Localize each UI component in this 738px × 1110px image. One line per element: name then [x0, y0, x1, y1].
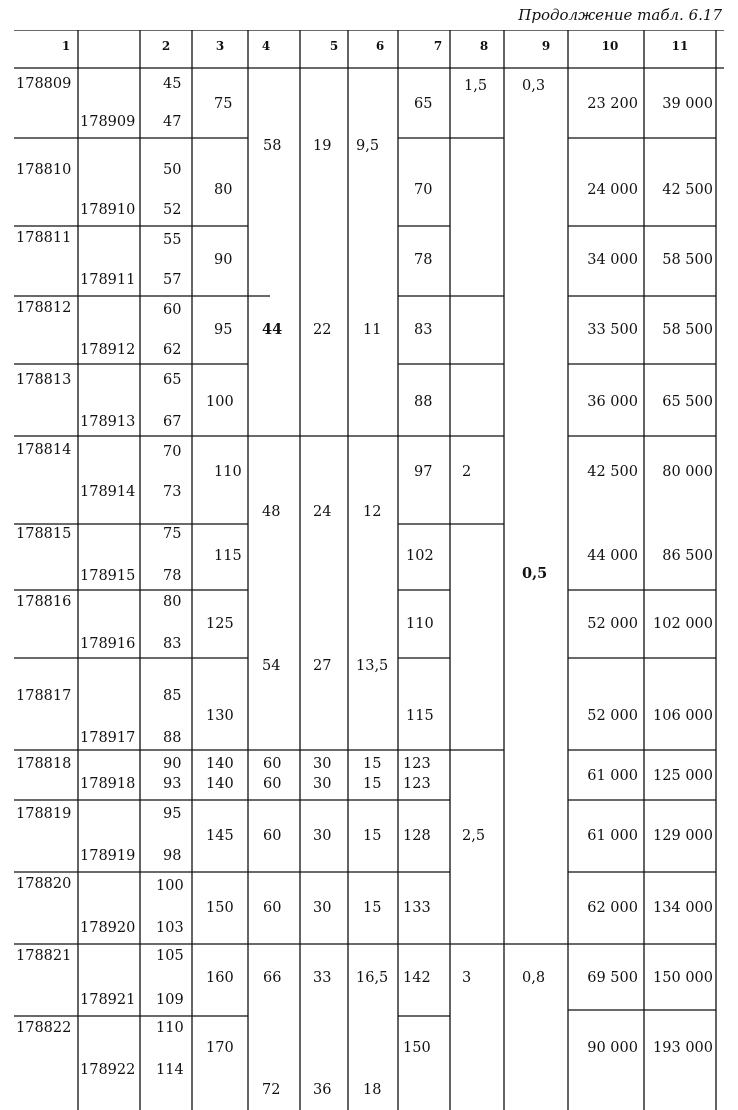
- cell-c3: 145: [206, 828, 234, 844]
- cell-c3: 90: [214, 252, 233, 268]
- cell-c11: 42 500: [662, 182, 713, 198]
- cell-c2a: 105: [156, 948, 184, 964]
- cell-c7: 97: [414, 464, 433, 480]
- cell-c5b: 30: [313, 776, 332, 792]
- cell-c2a: 80: [163, 594, 182, 610]
- cell-c7: 65: [414, 96, 433, 112]
- merged-c6: 12: [363, 504, 382, 520]
- merged-c5: 22: [313, 322, 332, 338]
- merged-c5: 24: [313, 504, 332, 520]
- cell-c2b: 52: [163, 202, 182, 218]
- col-header-1: 1: [61, 39, 71, 53]
- cell-c2a: 75: [163, 526, 182, 542]
- table-row: [16, 688, 713, 746]
- merged-cells: [262, 138, 388, 1098]
- merged-c6: 9,5: [356, 138, 380, 154]
- cell-c11: 134 000: [653, 900, 713, 916]
- cell-c11: 65 500: [662, 394, 713, 410]
- cell-c6: 16,5: [356, 970, 389, 986]
- merged-c4: 72: [262, 1082, 281, 1098]
- cell-c11: 129 000: [653, 828, 713, 844]
- table-row: [16, 526, 713, 584]
- cell-c5: 30: [313, 828, 332, 844]
- model-number: 178811: [16, 230, 72, 246]
- model-number: 178812: [16, 300, 72, 316]
- col-header-6: 6: [375, 39, 385, 53]
- cell-c4b: 60: [263, 776, 282, 792]
- model-number: 178819: [16, 806, 72, 822]
- cell-c2a: 55: [163, 232, 182, 248]
- cell-c2a: 85: [163, 688, 182, 704]
- cell-c3: 160: [206, 970, 234, 986]
- alt-model-number: 178909: [80, 114, 136, 130]
- cell-c10: 44 000: [587, 548, 638, 564]
- cell-c2a: 65: [163, 372, 182, 388]
- col-header-9: 9: [541, 39, 551, 53]
- cell-c2b: 62: [163, 342, 182, 358]
- cell-c2a: 50: [163, 162, 182, 178]
- cell-c11: 125 000: [653, 768, 713, 784]
- model-number: 178815: [16, 526, 72, 542]
- cell-c11: 102 000: [653, 616, 713, 632]
- cell-c2b: 103: [156, 920, 184, 936]
- cell-c11: 39 000: [662, 96, 713, 112]
- merged-c5: 36: [313, 1082, 332, 1098]
- cell-c2b: 73: [163, 484, 182, 500]
- cell-c3: 125: [206, 616, 234, 632]
- cell-c2b: 88: [163, 730, 182, 746]
- alt-model-number: 178913: [80, 414, 136, 430]
- cell-c3: 150: [206, 900, 234, 916]
- alt-model-number: 178912: [80, 342, 136, 358]
- cell-c5a: 30: [313, 756, 332, 772]
- merged-c5: 19: [313, 138, 332, 154]
- model-number: 178813: [16, 372, 72, 388]
- cell-c3: 130: [206, 708, 234, 724]
- col-header-3: 3: [215, 39, 225, 53]
- alt-model-number: 178920: [80, 920, 136, 936]
- merged-c8: 3: [462, 970, 472, 986]
- model-number: 178820: [16, 876, 72, 892]
- cell-c2b: 83: [163, 636, 182, 652]
- col-header-2: 2: [161, 39, 171, 53]
- merged-c9: 0,3: [522, 78, 546, 94]
- cell-c10: 24 000: [587, 182, 638, 198]
- cell-c3: 110: [214, 464, 242, 480]
- merged-c8: 2,5: [462, 828, 486, 844]
- table-row: [16, 372, 713, 430]
- cell-c10: 34 000: [587, 252, 638, 268]
- cell-c2a: 60: [163, 302, 182, 318]
- cell-c7: 102: [406, 548, 434, 564]
- table-row: [16, 230, 713, 288]
- merged-c9: 0,8: [522, 970, 546, 986]
- cell-c10: 36 000: [587, 394, 638, 410]
- cell-c6a: 15: [363, 756, 382, 772]
- cell-c2b: 98: [163, 848, 182, 864]
- cell-c7: 150: [403, 1040, 431, 1056]
- cell-c2b: 78: [163, 568, 182, 584]
- model-number: 178814: [16, 442, 72, 458]
- cell-c2b: 114: [156, 1062, 184, 1078]
- cell-c7b: 123: [403, 776, 431, 792]
- table-row: [16, 1020, 713, 1078]
- cell-c2a: 90: [163, 756, 182, 772]
- cell-c4: 66: [263, 970, 282, 986]
- alt-model-number: 178910: [80, 202, 136, 218]
- cell-c10: 52 000: [587, 708, 638, 724]
- table-caption: Продолжение табл. 6.17: [518, 6, 722, 24]
- cell-c10: 33 500: [587, 322, 638, 338]
- col-header-8: 8: [479, 39, 489, 53]
- cell-c11: 58 500: [662, 322, 713, 338]
- merged-c8: 1,5: [464, 78, 488, 94]
- cell-c3b: 140: [206, 776, 234, 792]
- cell-c7a: 123: [403, 756, 431, 772]
- cell-c6: 15: [363, 828, 382, 844]
- merged-c4: 54: [262, 658, 281, 674]
- cell-c7: 115: [406, 708, 434, 724]
- cell-c4: 60: [263, 828, 282, 844]
- merged-c6: 18: [363, 1082, 382, 1098]
- cell-c4: 60: [263, 900, 282, 916]
- cell-c7: 128: [403, 828, 431, 844]
- table-row: [16, 76, 713, 130]
- cell-c7: 70: [414, 182, 433, 198]
- table-row: [16, 806, 713, 864]
- cell-c2b: 47: [163, 114, 182, 130]
- merged-c4: 58: [263, 138, 282, 154]
- cell-c2a: 45: [163, 76, 182, 92]
- alt-model-number: 178916: [80, 636, 136, 652]
- cell-c2a: 110: [156, 1020, 184, 1036]
- cell-c3: 170: [206, 1040, 234, 1056]
- cell-c10: 42 500: [587, 464, 638, 480]
- col-header-5: 5: [329, 39, 339, 53]
- cell-c2b: 93: [163, 776, 182, 792]
- cell-c11: 193 000: [653, 1040, 713, 1056]
- model-number: 178821: [16, 948, 72, 964]
- cell-c5: 30: [313, 900, 332, 916]
- cell-c7: 110: [406, 616, 434, 632]
- merged-c9: 0,5: [522, 565, 548, 582]
- cell-c3a: 140: [206, 756, 234, 772]
- col-header-11: 11: [671, 39, 689, 53]
- table-row: [16, 594, 713, 652]
- cell-c2a: 70: [163, 444, 182, 460]
- col-header-10: 10: [601, 39, 619, 53]
- cell-c2a: 100: [156, 878, 184, 894]
- cell-c7: 78: [414, 252, 433, 268]
- alt-model-number: 178914: [80, 484, 136, 500]
- cell-c11: 80 000: [662, 464, 713, 480]
- cell-c2b: 67: [163, 414, 182, 430]
- cell-c10: 90 000: [587, 1040, 638, 1056]
- cell-c10: 61 000: [587, 828, 638, 844]
- alt-model-number: 178915: [80, 568, 136, 584]
- cell-c10: 52 000: [587, 616, 638, 632]
- cell-c2b: 109: [156, 992, 184, 1008]
- merged-c4: 48: [262, 504, 281, 520]
- cell-c2a: 95: [163, 806, 182, 822]
- table-row: [16, 162, 713, 218]
- cell-c10: 61 000: [587, 768, 638, 784]
- cell-c7: 133: [403, 900, 431, 916]
- cell-c3: 100: [206, 394, 234, 410]
- cell-c7: 83: [414, 322, 433, 338]
- cell-c7: 142: [403, 970, 431, 986]
- cell-c10: 23 200: [587, 96, 638, 112]
- cell-c7: 88: [414, 394, 433, 410]
- table-row: [16, 756, 713, 792]
- model-number: 178817: [16, 688, 72, 704]
- table-row: [16, 442, 713, 500]
- cell-c3: 115: [214, 548, 242, 564]
- merged-c6: 13,5: [356, 658, 389, 674]
- cell-c4a: 60: [263, 756, 282, 772]
- model-number: 178810: [16, 162, 72, 178]
- cell-c11: 86 500: [662, 548, 713, 564]
- cell-c11: 150 000: [653, 970, 713, 986]
- cell-c6: 15: [363, 900, 382, 916]
- merged-c5: 27: [313, 658, 332, 674]
- data-table: [0, 30, 738, 1110]
- col-header-4: 4: [261, 39, 271, 53]
- cell-c2b: 57: [163, 272, 182, 288]
- alt-model-number: 178911: [80, 272, 136, 288]
- model-number: 178822: [16, 1020, 72, 1036]
- cell-c3: 75: [214, 96, 233, 112]
- alt-model-number: 178919: [80, 848, 136, 864]
- cell-c10: 62 000: [587, 900, 638, 916]
- cell-c10: 69 500: [587, 970, 638, 986]
- table-row: [16, 948, 713, 1008]
- alt-model-number: 178921: [80, 992, 136, 1008]
- alt-model-number: 178917: [80, 730, 136, 746]
- col-header-7: 7: [433, 39, 443, 53]
- alt-model-number: 178918: [80, 776, 136, 792]
- alt-model-number: 178922: [80, 1062, 136, 1078]
- model-number: 178809: [16, 76, 72, 92]
- cell-c6b: 15: [363, 776, 382, 792]
- cell-c5: 33: [313, 970, 332, 986]
- cell-c11: 106 000: [653, 708, 713, 724]
- table-row: [16, 876, 713, 936]
- model-number: 178818: [16, 756, 72, 772]
- merged-c6: 11: [363, 322, 382, 338]
- merged-c8: 2: [462, 464, 472, 480]
- cell-c3: 95: [214, 322, 233, 338]
- model-number: 178816: [16, 594, 72, 610]
- merged-c4: 44: [262, 321, 283, 338]
- cell-c3: 80: [214, 182, 233, 198]
- cell-c11: 58 500: [662, 252, 713, 268]
